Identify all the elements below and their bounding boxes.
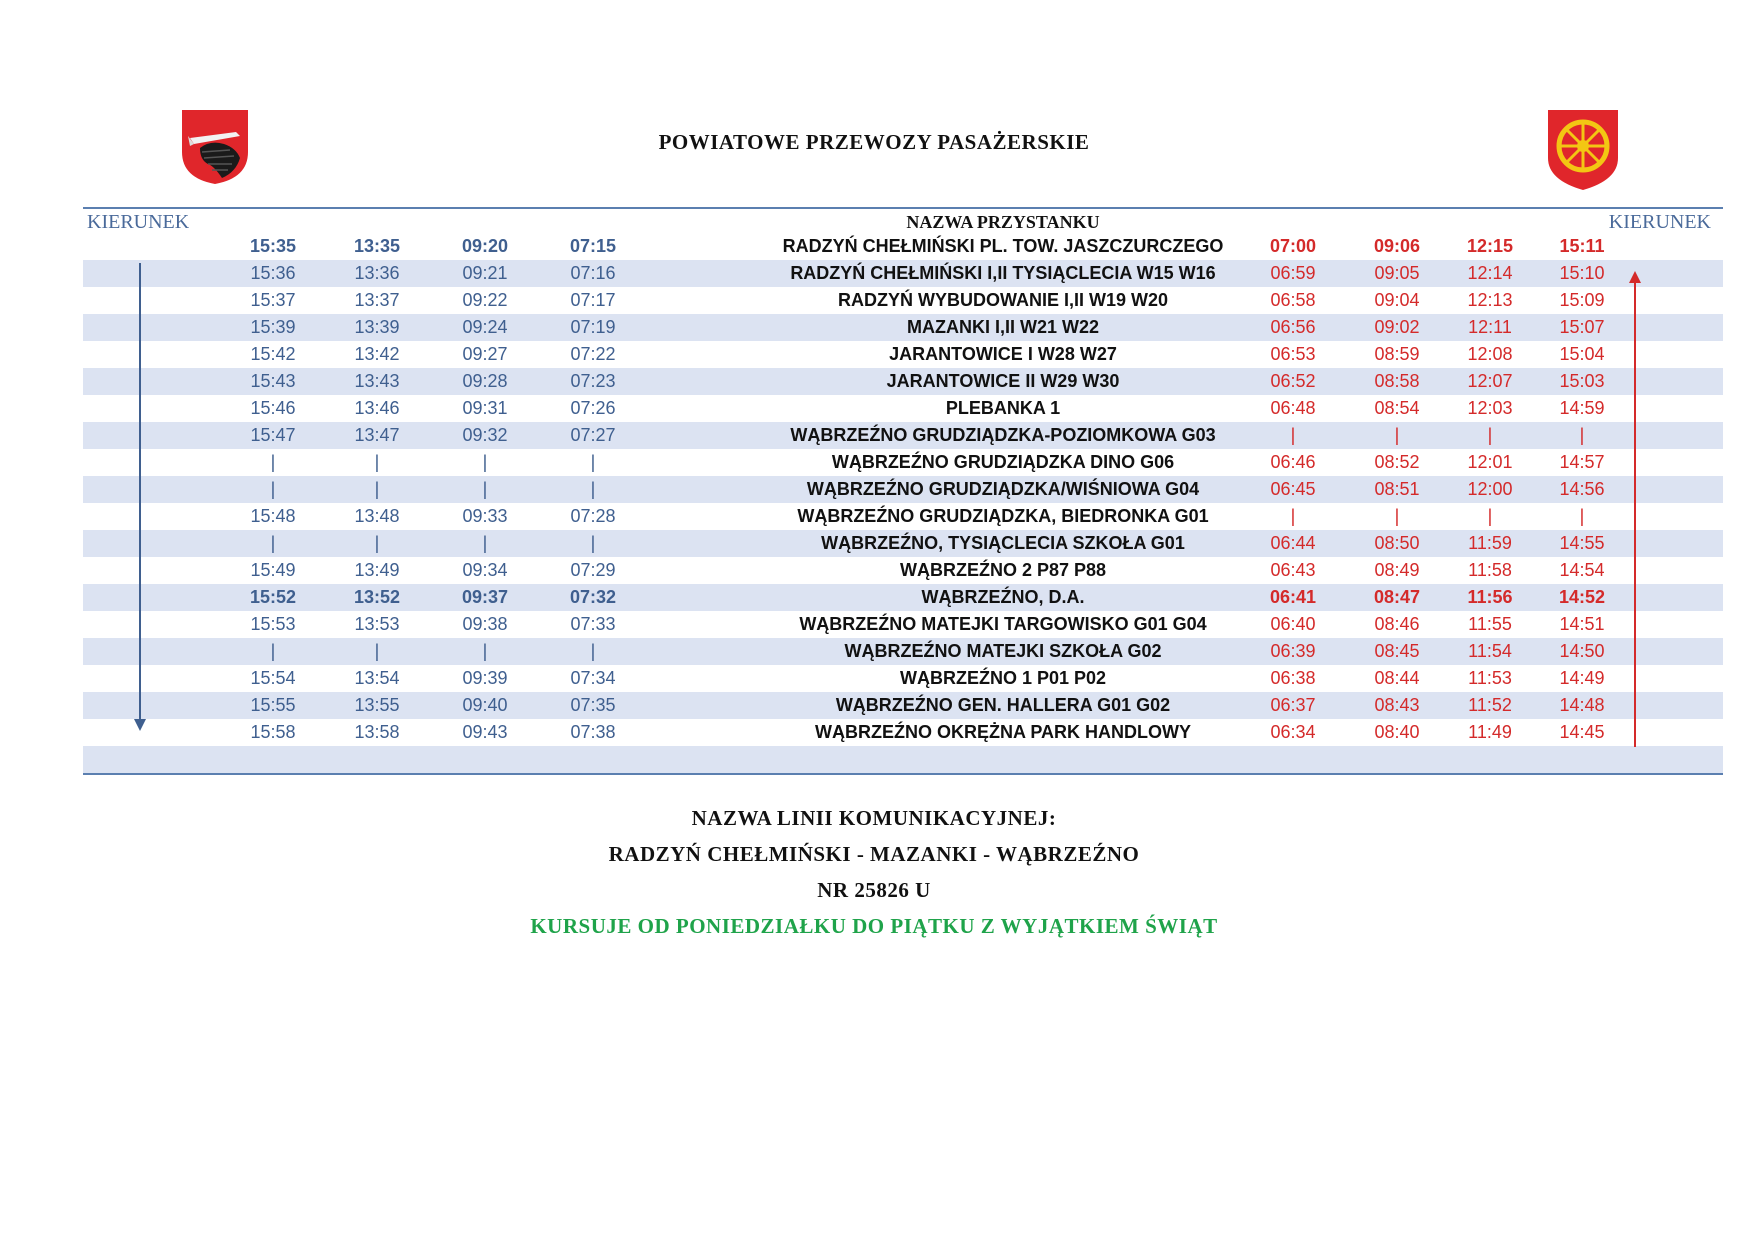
departure-time-return: 15:07 — [1559, 317, 1605, 337]
departure-time-return: 14:55 — [1559, 533, 1605, 553]
table-footer-band — [83, 746, 1723, 775]
departure-time-return: 15:10 — [1559, 263, 1605, 283]
departure-time-outbound: 09:38 — [462, 614, 508, 634]
departure-time-return: 12:11 — [1468, 317, 1512, 337]
departure-time-outbound: | — [590, 641, 596, 661]
departure-time-return: 11:52 — [1468, 695, 1512, 715]
table-row — [83, 503, 1723, 530]
departure-time-outbound: 13:42 — [354, 344, 400, 364]
departure-time-outbound: 07:17 — [570, 290, 616, 310]
table-row — [83, 584, 1723, 611]
direction-label-right: KIERUNEK — [1608, 211, 1711, 233]
departure-time-outbound: 09:22 — [462, 290, 508, 310]
departure-time-outbound: 09:39 — [462, 668, 508, 688]
departure-time-outbound: 09:34 — [462, 560, 508, 580]
departure-time-return: 14:54 — [1559, 560, 1605, 580]
departure-time-outbound: 13:37 — [354, 290, 400, 310]
departure-time-return: 15:03 — [1559, 371, 1605, 391]
stop-name: RADZYŃ CHEŁMIŃSKI I,II TYSIĄCLECIA W15 W16 — [790, 263, 1216, 283]
direction-label-left: KIERUNEK — [87, 211, 190, 233]
departure-time-outbound: 13:43 — [354, 371, 400, 391]
departure-time-return: 07:00 — [1269, 236, 1317, 256]
departure-time-outbound: | — [482, 479, 488, 499]
departure-time-return: 06:43 — [1270, 560, 1316, 580]
departure-time-outbound: 13:49 — [354, 560, 400, 580]
departure-time-outbound: 13:55 — [354, 695, 400, 715]
departure-time-outbound: 07:38 — [570, 722, 616, 742]
departure-time-return: 12:15 — [1466, 236, 1514, 256]
departure-time-return: 06:52 — [1270, 371, 1316, 391]
arrow-up-icon — [1627, 271, 1643, 747]
departure-time-outbound: | — [270, 479, 276, 499]
departure-time-outbound: 15:42 — [250, 344, 296, 364]
departure-time-return: 14:59 — [1559, 398, 1605, 418]
departure-time-outbound: 09:37 — [461, 587, 509, 607]
departure-time-outbound: 07:32 — [569, 587, 617, 607]
stop-name: WĄBRZEŹNO GRUDZIĄDZKA/WIŚNIOWA G04 — [806, 479, 1200, 499]
schedule-note: KURSUJE OD PONIEDZIAŁKU DO PIĄTKU Z WYJĄTKIEM ŚWIĄT — [530, 914, 1218, 938]
table-row — [83, 233, 1723, 260]
departure-time-outbound: 15:36 — [250, 263, 296, 283]
departure-time-return: 09:05 — [1374, 263, 1420, 283]
departure-time-outbound: 13:47 — [354, 425, 400, 445]
stop-name: WĄBRZEŹNO GRUDZIĄDZKA, BIEDRONKA G01 — [797, 506, 1209, 526]
departure-time-outbound: 07:19 — [570, 317, 616, 337]
departure-time-return: 14:48 — [1559, 695, 1605, 715]
departure-time-return: 06:48 — [1270, 398, 1316, 418]
departure-time-outbound: 07:16 — [570, 263, 616, 283]
departure-time-outbound: 15:53 — [250, 614, 296, 634]
departure-time-return: 11:54 — [1468, 641, 1512, 661]
departure-time-return: 06:37 — [1270, 695, 1316, 715]
departure-time-outbound: | — [374, 452, 380, 472]
departure-time-return: 06:39 — [1270, 641, 1316, 661]
departure-time-outbound: | — [482, 452, 488, 472]
departure-time-outbound: 09:20 — [461, 236, 509, 256]
departure-time-outbound: 13:46 — [354, 398, 400, 418]
departure-time-return: 08:49 — [1374, 560, 1420, 580]
departure-time-outbound: 15:47 — [250, 425, 296, 445]
departure-time-outbound: 07:23 — [570, 371, 616, 391]
departure-time-return: 09:02 — [1374, 317, 1420, 337]
departure-time-outbound: 09:27 — [462, 344, 508, 364]
departure-time-return: 09:06 — [1373, 236, 1421, 256]
table-row — [83, 314, 1723, 341]
departure-time-return: 12:03 — [1467, 398, 1513, 418]
table-row — [83, 368, 1723, 395]
departure-time-outbound: | — [374, 479, 380, 499]
departure-time-return: 15:11 — [1559, 236, 1605, 256]
departure-time-return: 06:45 — [1270, 479, 1316, 499]
departure-time-outbound: 13:36 — [354, 263, 400, 283]
departure-time-return: 14:50 — [1559, 641, 1605, 661]
departure-time-outbound: 09:40 — [462, 695, 508, 715]
stop-name: WĄBRZEŹNO MATEJKI SZKOŁA G02 — [844, 641, 1162, 661]
departure-time-return: 08:43 — [1374, 695, 1420, 715]
stop-name: WĄBRZEŹNO 1 P01 P02 — [899, 668, 1107, 688]
departure-time-outbound: 07:15 — [569, 236, 617, 256]
departure-time-return: 06:46 — [1270, 452, 1316, 472]
gmina-coat-of-arms-icon — [1546, 108, 1620, 192]
table-row — [83, 422, 1723, 449]
line-number: NR 25826 U — [817, 878, 931, 902]
departure-time-return: 08:51 — [1374, 479, 1420, 499]
departure-time-return: | — [1394, 425, 1400, 445]
departure-time-return: 08:58 — [1374, 371, 1420, 391]
departure-time-outbound: 13:58 — [354, 722, 400, 742]
departure-time-return: 12:08 — [1467, 344, 1513, 364]
departure-time-outbound: 13:53 — [354, 614, 400, 634]
departure-time-return: 06:44 — [1270, 533, 1316, 553]
page-title: POWIATOWE PRZEWOZY PASAŻERSKIE — [658, 130, 1090, 154]
departure-time-return: 08:45 — [1374, 641, 1420, 661]
departure-time-return: 12:14 — [1467, 263, 1513, 283]
table-row — [83, 395, 1723, 422]
timetable — [83, 207, 1723, 775]
departure-time-return: | — [1487, 425, 1493, 445]
departure-time-return: 06:59 — [1270, 263, 1316, 283]
departure-time-return: 08:46 — [1374, 614, 1420, 634]
departure-time-outbound: | — [590, 533, 596, 553]
departure-time-outbound: 07:27 — [570, 425, 616, 445]
departure-time-outbound: 09:24 — [462, 317, 508, 337]
table-row — [83, 341, 1723, 368]
departure-time-outbound: | — [374, 641, 380, 661]
timetable-header — [83, 209, 1723, 233]
departure-time-return: | — [1290, 425, 1296, 445]
stop-name: MAZANKI I,II W21 W22 — [906, 317, 1099, 337]
departure-time-return: 06:34 — [1270, 722, 1316, 742]
departure-time-return: 14:51 — [1559, 614, 1605, 634]
departure-time-return: 06:58 — [1270, 290, 1316, 310]
departure-time-outbound: | — [374, 533, 380, 553]
departure-time-outbound: 07:29 — [570, 560, 616, 580]
stop-name: RADZYŃ WYBUDOWANIE I,II W19 W20 — [837, 290, 1169, 310]
departure-time-outbound: 15:54 — [250, 668, 296, 688]
departure-time-outbound: 15:43 — [250, 371, 296, 391]
departure-time-outbound: 15:58 — [250, 722, 296, 742]
departure-time-outbound: 15:39 — [250, 317, 296, 337]
stop-name: PLEBANKA 1 — [945, 398, 1061, 418]
stop-name: WĄBRZEŹNO GRUDZIĄDZKA-POZIOMKOWA G03 — [790, 425, 1216, 445]
departure-time-outbound: 07:34 — [570, 668, 616, 688]
departure-time-return: 06:41 — [1269, 587, 1317, 607]
departure-time-return: 06:53 — [1270, 344, 1316, 364]
departure-time-outbound: 09:43 — [462, 722, 508, 742]
departure-time-return: 12:13 — [1467, 290, 1513, 310]
stop-name: JARANTOWICE II W29 W30 — [886, 371, 1120, 391]
departure-time-outbound: 07:26 — [570, 398, 616, 418]
table-row — [83, 530, 1723, 557]
departure-time-return: 08:47 — [1373, 587, 1421, 607]
departure-time-outbound: | — [270, 452, 276, 472]
departure-time-return: 15:09 — [1559, 290, 1605, 310]
table-row — [83, 692, 1723, 719]
table-row — [83, 557, 1723, 584]
departure-time-return: | — [1579, 425, 1585, 445]
departure-time-outbound: 15:35 — [249, 236, 297, 256]
departure-time-return: 08:54 — [1374, 398, 1420, 418]
departure-time-return: 14:57 — [1559, 452, 1605, 472]
departure-time-outbound: 15:48 — [250, 506, 296, 526]
table-row — [83, 611, 1723, 638]
departure-time-return: | — [1487, 506, 1493, 526]
departure-time-return: 09:04 — [1374, 290, 1420, 310]
departure-time-outbound: 07:33 — [570, 614, 616, 634]
departure-time-return: 14:52 — [1558, 587, 1606, 607]
departure-time-return: 11:59 — [1468, 533, 1512, 553]
departure-time-return: 08:59 — [1374, 344, 1420, 364]
departure-time-outbound: 13:39 — [354, 317, 400, 337]
table-row — [83, 638, 1723, 665]
line-route: RADZYŃ CHEŁMIŃSKI - MAZANKI - WĄBRZEŹNO — [608, 842, 1140, 866]
departure-time-return: 08:44 — [1374, 668, 1420, 688]
stop-name: JARANTOWICE I W28 W27 — [889, 344, 1117, 364]
departure-time-return: 14:45 — [1559, 722, 1605, 742]
departure-time-return: 12:07 — [1467, 371, 1513, 391]
stop-name: WĄBRZEŹNO GEN. HALLERA G01 G02 — [835, 695, 1171, 715]
table-row — [83, 665, 1723, 692]
departure-time-outbound: | — [270, 533, 276, 553]
departure-time-return: | — [1579, 506, 1585, 526]
departure-time-outbound: 13:35 — [353, 236, 401, 256]
departure-time-outbound: 07:35 — [570, 695, 616, 715]
departure-time-return: 15:04 — [1559, 344, 1605, 364]
departure-time-outbound: 09:33 — [462, 506, 508, 526]
departure-time-outbound: 09:28 — [462, 371, 508, 391]
table-row — [83, 719, 1723, 746]
departure-time-return: 12:00 — [1467, 479, 1513, 499]
departure-time-return: 14:56 — [1559, 479, 1605, 499]
departure-time-return: 06:38 — [1270, 668, 1316, 688]
departure-time-return: 11:56 — [1467, 587, 1513, 607]
table-row — [83, 287, 1723, 314]
departure-time-outbound: | — [590, 479, 596, 499]
departure-time-return: 11:55 — [1468, 614, 1512, 634]
stop-name: WĄBRZEŹNO OKRĘŻNA PARK HANDLOWY — [815, 722, 1191, 742]
table-row — [83, 449, 1723, 476]
departure-time-outbound: | — [270, 641, 276, 661]
departure-time-return: 08:40 — [1374, 722, 1420, 742]
stop-name: WĄBRZEŹNO 2 P87 P88 — [899, 560, 1107, 580]
stop-name: RADZYŃ CHEŁMIŃSKI PL. TOW. JASZCZURCZEGO — [782, 236, 1224, 256]
departure-time-outbound: 07:28 — [570, 506, 616, 526]
table-row — [83, 476, 1723, 503]
departure-time-return: | — [1290, 506, 1296, 526]
table-row — [83, 260, 1723, 287]
departure-time-outbound: 09:32 — [462, 425, 508, 445]
timetable-rows — [83, 233, 1723, 746]
departure-time-return: 11:53 — [1468, 668, 1512, 688]
departure-time-return: 11:49 — [1468, 722, 1512, 742]
departure-time-outbound: 15:49 — [250, 560, 296, 580]
departure-time-return: 08:50 — [1374, 533, 1420, 553]
departure-time-return: 08:52 — [1374, 452, 1420, 472]
departure-time-outbound: 07:22 — [570, 344, 616, 364]
departure-time-return: 06:56 — [1270, 317, 1316, 337]
stop-name: WĄBRZEŹNO GRUDZIĄDZKA DINO G06 — [831, 452, 1175, 472]
departure-time-outbound: 13:48 — [354, 506, 400, 526]
departure-time-outbound: 09:31 — [462, 398, 508, 418]
departure-time-outbound: | — [482, 533, 488, 553]
departure-time-outbound: 13:52 — [353, 587, 401, 607]
departure-time-outbound: 15:55 — [250, 695, 296, 715]
departure-time-return: 14:49 — [1559, 668, 1605, 688]
departure-time-return: 06:40 — [1270, 614, 1316, 634]
departure-time-outbound: 09:21 — [462, 263, 508, 283]
departure-time-return: | — [1394, 506, 1400, 526]
stop-name: WĄBRZEŹNO, D.A. — [921, 587, 1085, 607]
departure-time-outbound: 13:54 — [354, 668, 400, 688]
line-name-label: NAZWA LINII KOMUNIKACYJNEJ: — [691, 806, 1057, 830]
departure-time-outbound: | — [482, 641, 488, 661]
stop-name: WĄBRZEŹNO MATEJKI TARGOWISKO G01 G04 — [799, 614, 1207, 634]
stop-name: WĄBRZEŹNO, TYSIĄCLECIA SZKOŁA G01 — [821, 533, 1185, 553]
stop-column-header: NAZWA PRZYSTANKU — [906, 212, 1100, 232]
departure-time-return: 12:01 — [1467, 452, 1513, 472]
arrow-down-icon — [132, 263, 148, 733]
departure-time-outbound: 15:46 — [250, 398, 296, 418]
departure-time-return: 11:58 — [1468, 560, 1512, 580]
departure-time-outbound: 15:37 — [250, 290, 296, 310]
departure-time-outbound: 15:52 — [249, 587, 297, 607]
departure-time-outbound: | — [590, 452, 596, 472]
